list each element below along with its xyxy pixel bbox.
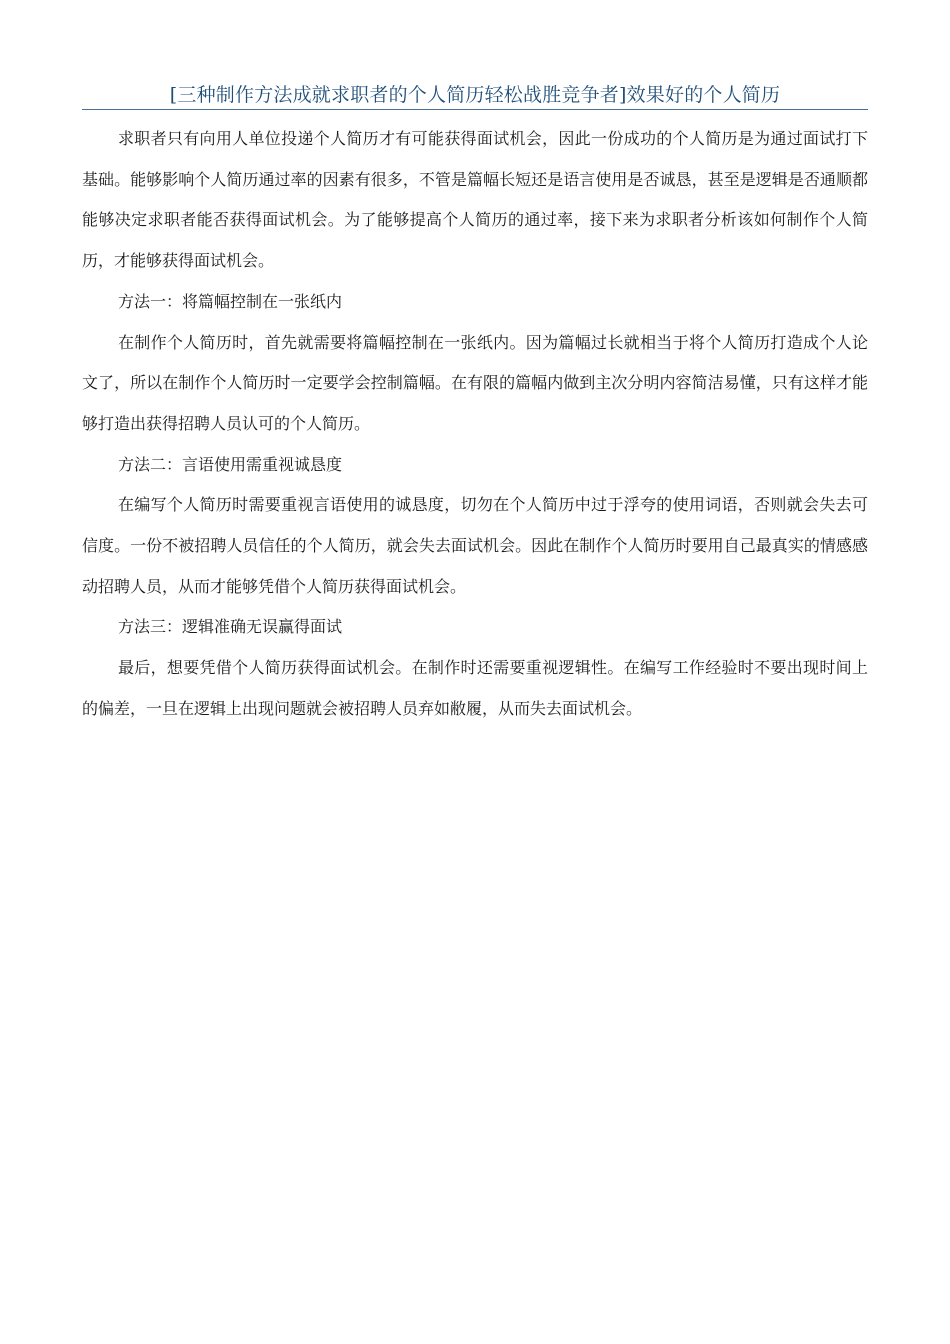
intro-paragraph: 求职者只有向用人单位投递个人简历才有可能获得面试机会，因此一份成功的个人简历是为通过面试打下基础。能够影响个人简历通过率的因素有很多，不管是篇幅长短还是语言使用是否诚恳，甚至是逻辑是否通顺都能够决定求职者能否获得面试机会。为了能够提高个人简历的通过率，接下来为求职者分析该如何制作个人简历，才能够获得面试机会。 — [82, 129, 868, 271]
title-underline — [82, 109, 868, 110]
method-two-heading: 方法二：言语使用需重视诚恳度 — [118, 454, 343, 474]
document-body — [82, 119, 868, 730]
method-one-paragraph: 在制作个人简历时，首先就需要将篇幅控制在一张纸内。因为篇幅过长就相当于将个人简历打造成个人论文了，所以在制作个人简历时一定要学会控制篇幅。在有限的篇幅内做到主次分明内容简洁易懂，只有这样才能够打造出获得招聘人员认可的个人简历。 — [82, 332, 868, 433]
document-title: [三种制作方法成就求职者的个人简历轻松战胜竞争者]效果好的个人简历 — [169, 84, 781, 106]
method-one-heading: 方法一：将篇幅控制在一张纸内 — [118, 291, 343, 311]
method-three-paragraph: 最后，想要凭借个人简历获得面试机会。在制作时还需要重视逻辑性。在编写工作经验时不要出现时间上的偏差，一旦在逻辑上出现问题就会被招聘人员弃如敝履，从而失去面试机会。 — [82, 658, 868, 718]
method-two-paragraph: 在编写个人简历时需要重视言语使用的诚恳度，切勿在个人简历中过于浮夸的使用词语，否则就会失去可信度。一份不被招聘人员信任的个人简历，就会失去面试机会。因此在制作个人简历时要用自己最真实的情感感动招聘人员，从而才能够凭借个人简历获得面试机会。 — [82, 495, 868, 596]
method-three-heading: 方法三：逻辑准确无误赢得面试 — [118, 617, 343, 637]
